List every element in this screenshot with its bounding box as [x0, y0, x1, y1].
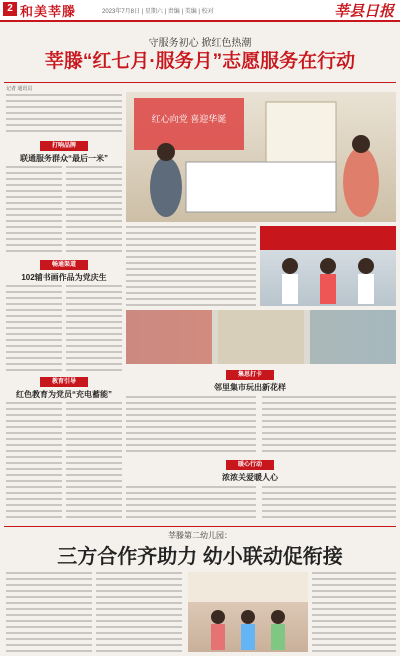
page-header	[0, 0, 400, 22]
text-block	[126, 486, 256, 522]
main-headline: 莘滕“红七月·服务月”志愿服务在行动	[44, 51, 356, 72]
section-title: 和美莘滕	[20, 4, 77, 19]
headline-divider	[4, 82, 396, 83]
text-block	[6, 572, 92, 652]
subhead-tag-5: 暖心行动	[226, 460, 274, 470]
photo-group	[260, 226, 396, 306]
text-block	[126, 396, 256, 456]
section-divider	[4, 526, 396, 527]
text-block	[66, 166, 122, 256]
photo-calligraphy-event	[126, 92, 396, 222]
subhead-tag-4: 集思打卡	[226, 370, 274, 380]
subhead-title-4: 邻里集市玩出新花样	[214, 383, 286, 392]
text-block	[66, 402, 122, 520]
text-block	[126, 226, 256, 306]
subhead-title-2: 102辅书画作品为党庆生	[21, 273, 107, 282]
text-block	[6, 94, 122, 136]
subhead-title-5: 浓浓关爱暖人心	[222, 473, 278, 482]
text-block	[66, 285, 122, 373]
text-block	[6, 166, 62, 256]
subhead-tag-1: 打响品牌	[40, 141, 88, 151]
main-kicker: 守服务初心 掀红色热潮	[148, 38, 252, 49]
text-block	[312, 572, 396, 652]
subhead-tag-2: 畅通渠道	[40, 260, 88, 270]
subhead-title-3: 红色教育为党员“充电蓄能”	[16, 390, 112, 399]
bottom-headline: 三方合作齐助力 幼小联动促衔接	[57, 546, 343, 568]
photo-strip	[126, 310, 396, 364]
text-block	[6, 285, 62, 373]
dateline: 2023年7月8日 | 星期六 | 责编 | 美编 | 校对	[102, 9, 214, 15]
masthead: 莘县日报	[333, 2, 394, 20]
banner-text: 红心向党 喜迎华诞	[151, 114, 227, 124]
byline: 记者 通讯员	[6, 86, 33, 92]
bottom-kicker: 莘滕第二幼儿园：	[168, 531, 232, 540]
text-block	[6, 402, 62, 520]
subhead-title-1: 联通服务群众“最后一米”	[20, 154, 108, 163]
photo-kindergarten	[188, 572, 308, 652]
page-number: 2	[3, 2, 17, 16]
subhead-tag-3: 教育引导	[40, 377, 88, 387]
text-block	[262, 396, 396, 456]
text-block	[262, 486, 396, 522]
text-block	[96, 572, 182, 652]
